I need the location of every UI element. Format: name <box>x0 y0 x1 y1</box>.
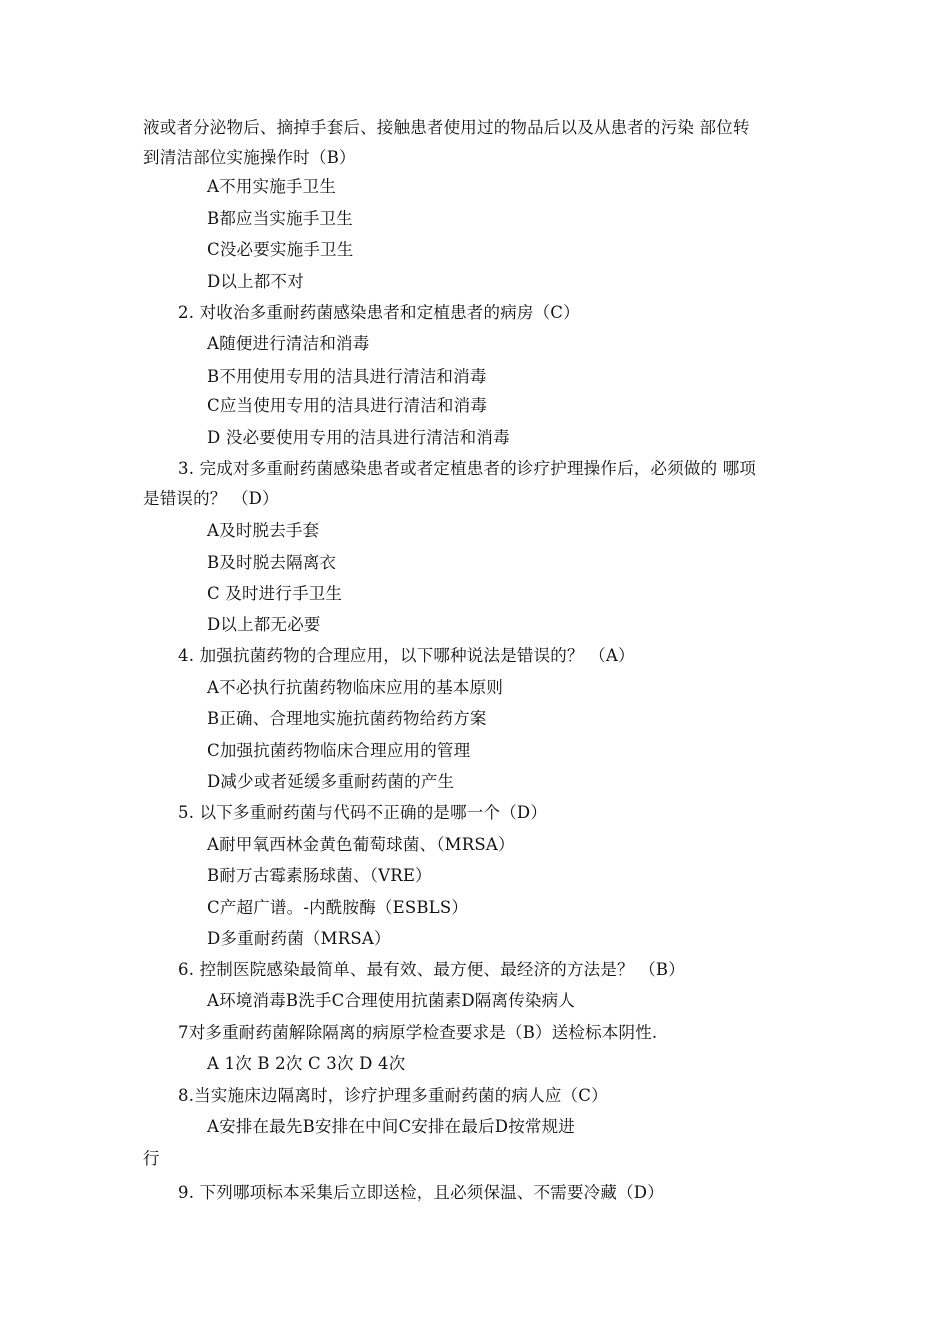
q4-option-d: D减少或者延缓多重耐药菌的产生 <box>207 772 455 791</box>
q1-stem-line-2: 到清洁部位实施操作时（B） <box>143 148 356 167</box>
q1-stem-line-1: 液或者分泌物后、摘掉手套后、接触患者使用过的物品后以及从患者的污染 部位转 <box>143 118 750 137</box>
q2-option-a: A随便进行清洁和消毒 <box>207 334 370 353</box>
q3-option-d: D以上都无必要 <box>207 615 321 634</box>
q3-option-a: A及时脱去手套 <box>207 521 320 540</box>
q7-options: A 1次 B 2次 C 3次 D 4次 <box>207 1054 406 1073</box>
q3-option-b: B及时脱去隔离衣 <box>207 553 337 572</box>
q5-option-c: C产超广谱。-内酰胺酶（ESBLS） <box>207 898 469 917</box>
q5-option-b: B耐万古霉素肠球菌、（VRE） <box>207 866 432 885</box>
q4-option-c: C加强抗菌药物临床合理应用的管理 <box>207 741 471 760</box>
q2-option-b: B不用使用专用的洁具进行清洁和消毒 <box>207 367 487 386</box>
q1-option-d: D以上都不对 <box>207 272 304 291</box>
q5-stem: 5. 以下多重耐药菌与代码不正确的是哪一个（D） <box>178 803 548 822</box>
q1-option-c: C没必要实施手卫生 <box>207 240 354 259</box>
q3-option-c: C 及时进行手卫生 <box>207 584 343 603</box>
q2-option-c: C应当使用专用的洁具进行清洁和消毒 <box>207 396 488 415</box>
q2-stem: 2. 对收治多重耐药菌感染患者和定植患者的病房（C） <box>178 303 580 322</box>
q8-stem: 8.当实施床边隔离时，诊疗护理多重耐药菌的病人应（C） <box>178 1086 608 1105</box>
q1-option-b: B都应当实施手卫生 <box>207 209 353 228</box>
q5-option-a: A耐甲氧西林金黄色葡萄球菌、（MRSA） <box>207 835 515 854</box>
q4-stem: 4. 加强抗菌药物的合理应用，以下哪种说法是错误的？ （A） <box>178 646 635 665</box>
q2-option-d: D 没必要使用专用的洁具进行清洁和消毒 <box>207 428 510 447</box>
q6-stem: 6. 控制医院感染最简单、最有效、最方便、最经济的方法是？ （B） <box>178 960 685 979</box>
q9-stem: 9. 下列哪项标本采集后立即送检，且必须保温、不需要冷藏（D） <box>178 1183 664 1202</box>
q3-stem-line-1: 3. 完成对多重耐药菌感染患者或者定植患者的诊疗护理操作后，必须做的 哪项 <box>178 459 757 478</box>
q8-options-line-2: 行 <box>143 1149 160 1168</box>
q6-options: A环境消毒B洗手C合理使用抗菌素D隔离传染病人 <box>207 991 575 1010</box>
q8-options-line-1: A安排在最先B安排在中间C安排在最后D按常规进 <box>207 1117 575 1136</box>
q7-stem: 7对多重耐药菌解除隔离的病原学检查要求是（B）送检标本阴性. <box>178 1023 658 1042</box>
q4-option-a: A不必执行抗菌药物临床应用的基本原则 <box>207 678 504 697</box>
q3-stem-line-2: 是错误的？ （D） <box>143 489 279 508</box>
q4-option-b: B正确、合理地实施抗菌药物给药方案 <box>207 709 487 728</box>
q5-option-d: D多重耐药菌（MRSA） <box>207 929 391 948</box>
q1-option-a: A不用实施手卫生 <box>207 177 337 196</box>
